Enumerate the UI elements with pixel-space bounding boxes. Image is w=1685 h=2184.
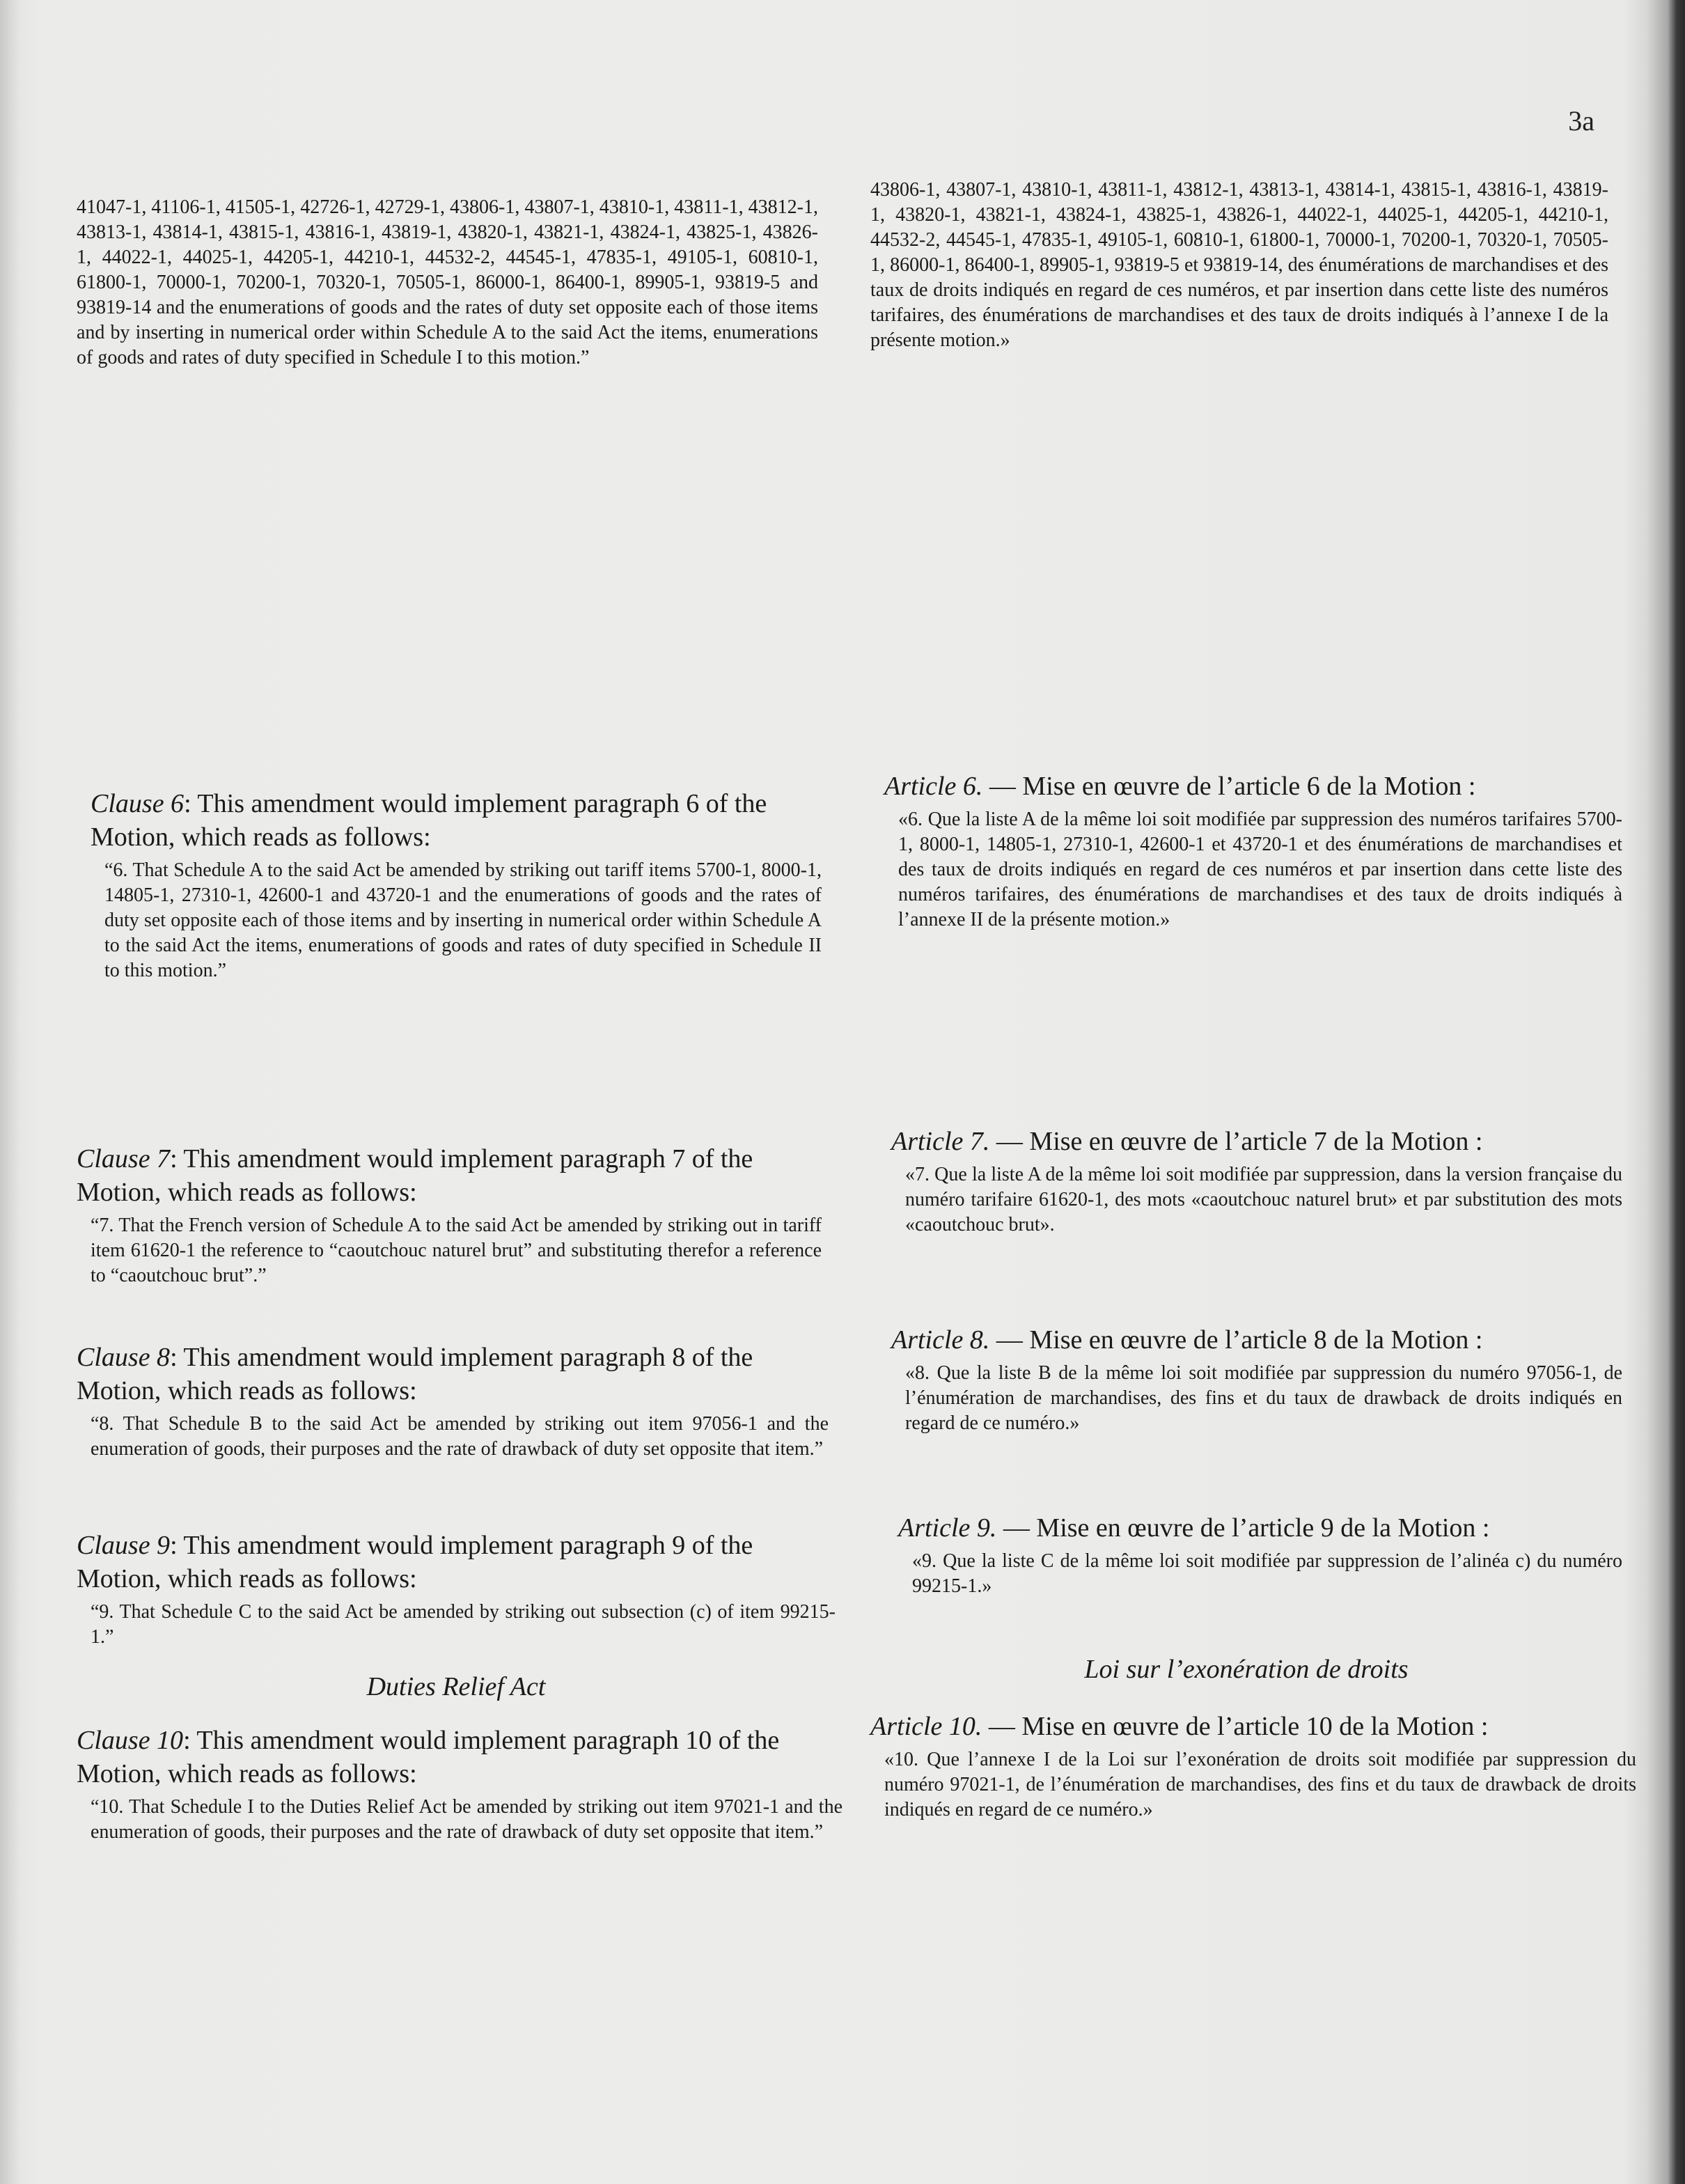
article-heading-text: — Mise en œuvre de l’article 10 de la Motion : — [982, 1712, 1489, 1741]
article-label: Article 6. — [884, 772, 983, 801]
clause-heading-text: : This amendment would implement paragraph 8 of the Motion, which reads as follows: — [77, 1343, 753, 1405]
section-loi-exoneration — [870, 1654, 1622, 1685]
article-8 — [891, 1323, 1622, 1436]
paragraph: 43806-1, 43807-1, 43810-1, 43811-1, 43812-1, 43813-1, 43814-1, 43815-1, 43816-1, 43819-1, 43820-1, 43821-1, 43824-1, 43825-1, 43826-1, 44022-1, 44025-1, 44205-1, 44210-1, 44532-2, 44545-1, 47835-1, 49105-1, 60810-1, 61800-1, 70000-1, 70200-1, 70320-1, 70505-1, 86000-1, 86400-1, 89905-1, 93819-5 et 93819-14, des énumérations de marchandises et des taux de droits indiqués en regard de ces numéros, et par insertion dans cette liste des numéros tarifaires, des énumérations de marchandises et des taux de droits indiqués à l’annexe I de la présente motion.» — [870, 179, 1608, 351]
clause-6 — [91, 787, 822, 983]
motion-quote: «10. Que l’annexe I de la Loi sur l’exonération de droits soit modifiée par suppression du numéro 97021-1, de l’énumération de marchandises, des fins et du taux de drawback de droits indiqués en regard de ce numéro.» — [884, 1749, 1636, 1820]
article-6 — [884, 770, 1622, 933]
clause-label: Clause 10 — [77, 1726, 184, 1755]
liste-numeros-continuation — [870, 178, 1608, 353]
article-label: Article 7. — [891, 1127, 990, 1156]
article-label: Article 10. — [870, 1712, 982, 1741]
clause-heading — [77, 1142, 822, 1209]
clause-heading — [77, 1724, 842, 1791]
article-heading — [891, 1125, 1622, 1158]
motion-quote: «8. Que la liste B de la même loi soit modifiée par suppression du numéro 97056-1, de l’énumération de marchandises, des fins et du taux de drawback de droits indiqués en regard de ce numéro.» — [905, 1362, 1622, 1434]
section-duties-relief-act — [77, 1671, 836, 1702]
article-heading-text: — Mise en œuvre de l’article 8 de la Motion : — [989, 1325, 1483, 1355]
section-title: Duties Relief Act — [366, 1672, 546, 1701]
clause-8 — [77, 1341, 829, 1462]
motion-quote: «6. Que la liste A de la même loi soit modifiée par suppression des numéros tarifaires 5700-1, 8000-1, 14805-1, 27310-1, 42600-1 et 43720-1 et des énumérations de marchandises et des taux de droits indiqués en regard de ces numéros et par insertion dans cette liste des numéros tarifaires, des énumérations de marchandises et des taux de droits indiqués à l’annexe II de la présente motion.» — [898, 809, 1622, 930]
article-heading-text: — Mise en œuvre de l’article 6 de la Motion : — [982, 772, 1476, 801]
clause-label: Clause 8 — [77, 1343, 171, 1372]
clause-heading-text: : This amendment would implement paragraph 7 of the Motion, which reads as follows: — [77, 1144, 753, 1207]
article-10 — [870, 1710, 1636, 1823]
clause-heading — [77, 1341, 829, 1407]
article-label: Article 9. — [898, 1513, 997, 1543]
schedule-items-continuation — [77, 195, 818, 370]
article-heading-text: — Mise en œuvre de l’article 7 de la Motion : — [989, 1127, 1483, 1156]
article-7 — [891, 1125, 1622, 1238]
clause-label: Clause 6 — [91, 789, 185, 818]
motion-quote: “9. That Schedule C to the said Act be amended by striking out subsection (c) of item 99215-1.” — [91, 1601, 836, 1648]
article-heading-text: — Mise en œuvre de l’article 9 de la Motion : — [996, 1513, 1490, 1543]
article-heading — [870, 1710, 1636, 1743]
clause-label: Clause 9 — [77, 1531, 171, 1560]
clause-label: Clause 7 — [77, 1144, 171, 1173]
clause-heading — [91, 787, 822, 854]
clause-7 — [77, 1142, 822, 1288]
section-title: Loi sur l’exonération de droits — [1084, 1655, 1409, 1684]
article-9 — [898, 1511, 1622, 1599]
motion-quote: “7. That the French version of Schedule A to the said Act be amended by striking out in tariff item 61620-1 the reference to “caoutchouc naturel brut” and substituting therefor a reference to “caoutchouc brut”.” — [91, 1215, 822, 1286]
clause-heading-text: : This amendment would implement paragraph 10 of the Motion, which reads as follows: — [77, 1726, 780, 1788]
clause-heading — [77, 1529, 836, 1596]
article-label: Article 8. — [891, 1325, 990, 1355]
clause-10 — [77, 1724, 842, 1845]
motion-quote: “10. That Schedule I to the Duties Relief Act be amended by striking out item 97021-1 and the enumeration of goods, their purposes and the rate of drawback of duty set opposite that item.” — [91, 1796, 842, 1843]
article-heading — [898, 1511, 1622, 1545]
page-number: 3a — [1568, 105, 1594, 136]
clause-heading-text: : This amendment would implement paragraph 9 of the Motion, which reads as follows: — [77, 1531, 753, 1593]
motion-quote: «7. Que la liste A de la même loi soit modifiée par suppression, dans la version française du numéro tarifaire 61620-1, des mots «caoutchouc naturel brut» et par substitution des mots «caoutchouc brut». — [905, 1164, 1622, 1235]
motion-quote: “6. That Schedule A to the said Act be amended by striking out tariff items 5700-1, 8000-1, 14805-1, 27310-1, 42600-1 and 43720-1 and the enumerations of goods and the rates of duty set opposite each of those items and by inserting in numerical order within Schedule A to the said Act the items, enumerations of goods and rates of duty specified in Schedule II to this motion.” — [104, 859, 822, 981]
paragraph: 41047-1, 41106-1, 41505-1, 42726-1, 42729-1, 43806-1, 43807-1, 43810-1, 43811-1, 43812-1, 43813-1, 43814-1, 43815-1, 43816-1, 43819-1, 43820-1, 43821-1, 43824-1, 43825-1, 43826-1, 44022-1, 44025-1, 44205-1, 44210-1, 44532-2, 44545-1, 47835-1, 49105-1, 60810-1, 61800-1, 70000-1, 70200-1, 70320-1, 70505-1, 86000-1, 86400-1, 89905-1, 93819-5 and 93819-14 and the enumerations of goods and the rates of duty set opposite each of those items and by inserting in numerical order within Schedule A to the said Act the items, enumerations of goods and rates of duty specified in Schedule I to this motion.” — [77, 196, 818, 368]
article-heading — [891, 1323, 1622, 1357]
article-heading — [884, 770, 1622, 803]
clause-9 — [77, 1529, 836, 1650]
clause-heading-text: : This amendment would implement paragraph 6 of the Motion, which reads as follows: — [91, 789, 767, 852]
motion-quote: “8. That Schedule B to the said Act be amended by striking out item 97056-1 and the enumeration of goods, their purposes and the rate of drawback of duty set opposite that item.” — [91, 1413, 829, 1460]
motion-quote: «9. Que la liste C de la même loi soit modifiée par suppression de l’alinéa c) du numéro 99215-1.» — [912, 1550, 1622, 1597]
